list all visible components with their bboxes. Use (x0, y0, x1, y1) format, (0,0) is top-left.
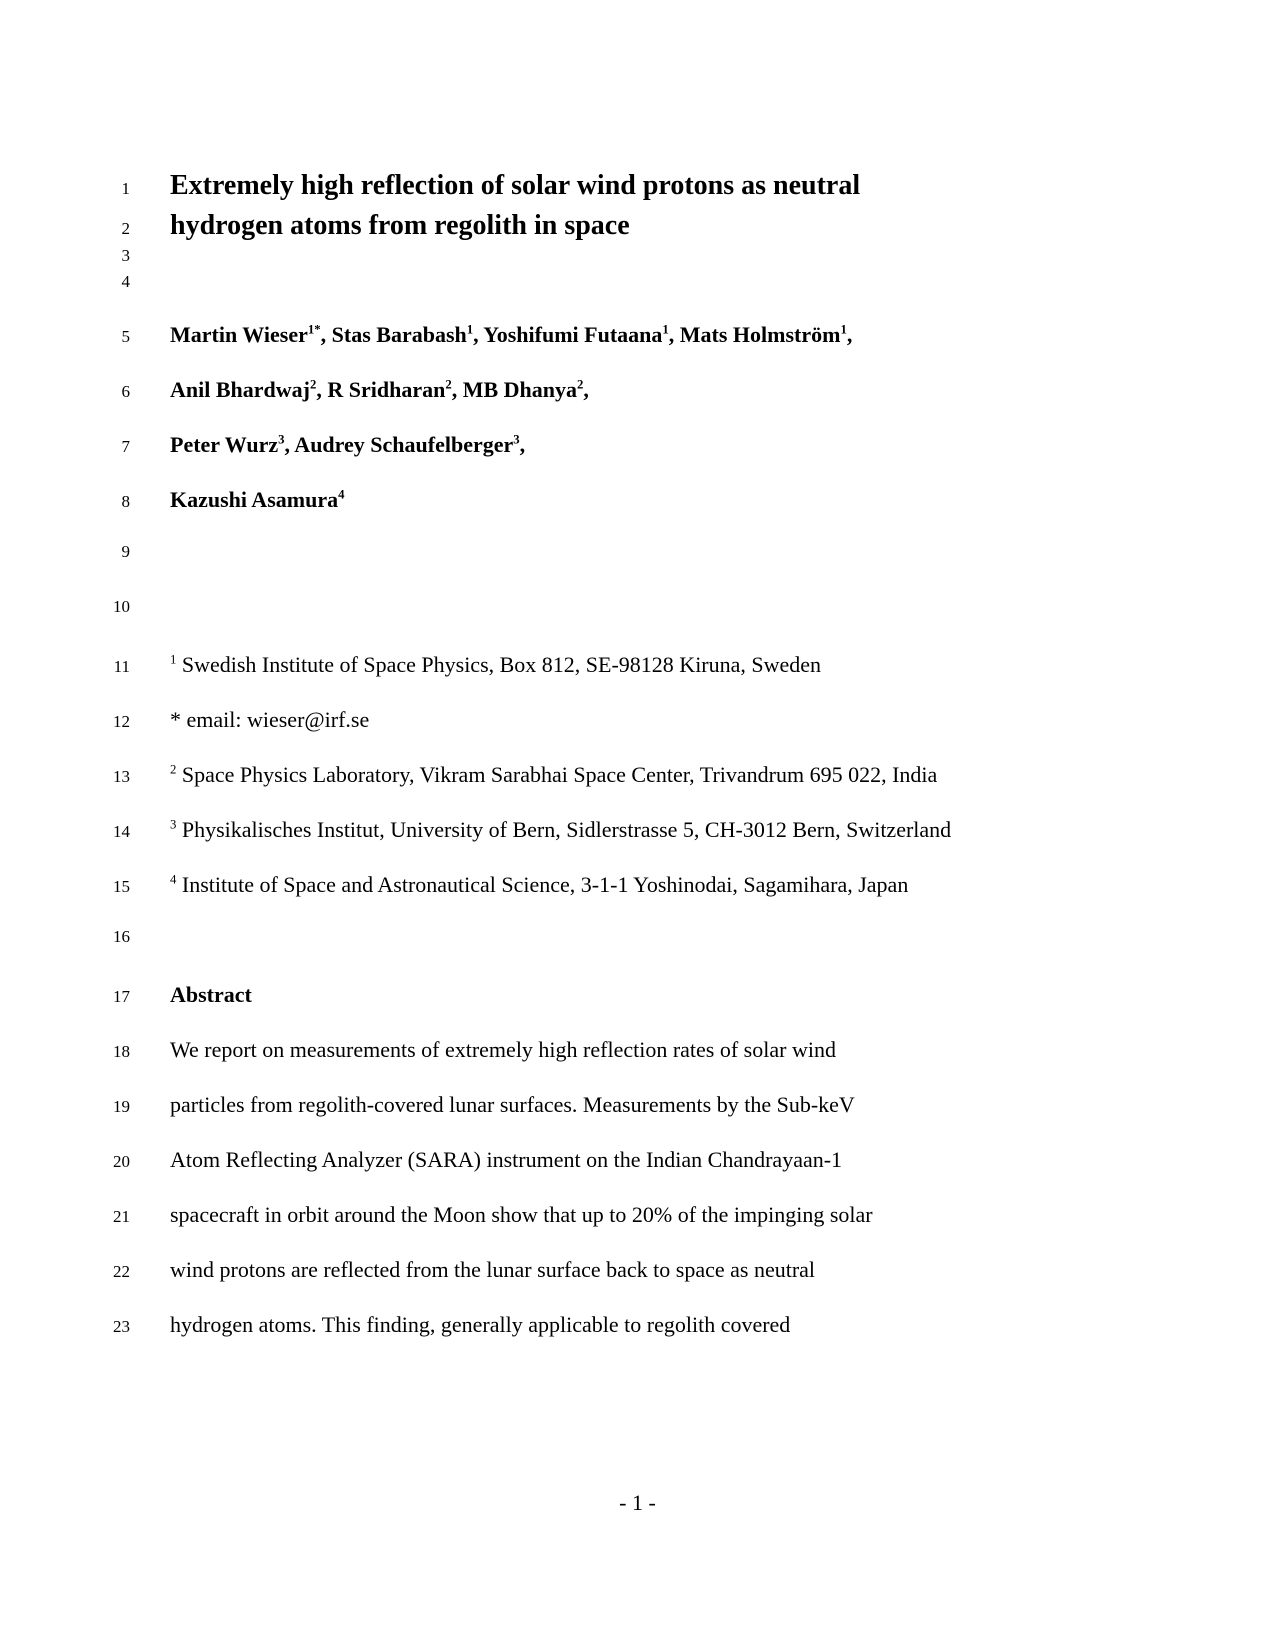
manuscript-line (0, 377, 1275, 432)
line-number: 9 (121, 542, 130, 561)
line-number: 13 (113, 767, 130, 786)
superscript: 2 (577, 377, 584, 392)
line-number: 6 (121, 382, 130, 401)
line-text: $^4$ Institute of Space and Astronautical Science, 3-1-1 Yoshinodai, Sagamihara, Japan (170, 872, 909, 897)
line-number: 23 (113, 1317, 130, 1336)
manuscript-line (0, 272, 1275, 322)
line-number: 1 (121, 179, 130, 198)
superscript: 1 (662, 322, 669, 337)
manuscript-lines (0, 170, 1275, 1367)
line-text: We report on measurements of extremely high reflection rates of solar wind (170, 1037, 836, 1062)
manuscript-line (0, 1312, 1275, 1367)
superscript: 3 (513, 432, 520, 447)
line-text: Kazushi Asamura$^4$ (170, 487, 345, 512)
line-text: $^3$ Physikalisches Institut, University of Bern, Sidlerstrasse 5, CH-3012 Bern, Switzerland (170, 817, 952, 842)
manuscript-line (0, 817, 1275, 872)
manuscript-line (0, 1037, 1275, 1092)
line-number: 20 (113, 1152, 130, 1171)
superscript: 3 (170, 817, 177, 832)
manuscript-line (0, 597, 1275, 652)
line-number: 22 (113, 1262, 130, 1281)
line-text: $^1$ Swedish Institute of Space Physics, Box 812, SE-98128 Kiruna, Sweden (170, 652, 822, 677)
line-number: 14 (113, 822, 130, 841)
line-text: * email: wieser@irf.se (170, 707, 370, 732)
superscript: 1 (840, 322, 847, 337)
superscript: 4 (170, 872, 177, 887)
line-text: wind protons are reflected from the lunar surface back to space as neutral (170, 1257, 816, 1282)
superscript: 2 (170, 762, 177, 777)
manuscript-line (0, 432, 1275, 487)
line-number: 19 (113, 1097, 130, 1116)
superscript: 1 (466, 322, 474, 337)
manuscript-line (0, 487, 1275, 542)
line-number: 18 (113, 1042, 130, 1061)
line-text: Anil Bhardwaj$^2$, R Sridharan$^2$, MB Dhanya$^2$, (170, 377, 589, 402)
line-text: particles from regolith-covered lunar surfaces. Measurements by the Sub-keV (170, 1092, 855, 1117)
superscript: 2 (309, 377, 317, 392)
manuscript-line (0, 1092, 1275, 1147)
line-text: spacecraft in orbit around the Moon show that up to 20% of the impinging solar (170, 1202, 873, 1227)
line-text: Abstract (170, 982, 252, 1007)
line-number: 16 (113, 927, 130, 946)
line-number: 12 (113, 712, 130, 731)
manuscript-line (0, 322, 1275, 377)
line-text: Martin Wieser$^{1*}$, Stas Barabash$^1$, Yoshifumi Futaana$^1$, Mats Holmström$^1$, (170, 322, 853, 347)
line-number: 15 (113, 877, 130, 896)
superscript: 1* (307, 322, 321, 337)
superscript: 3 (278, 432, 285, 447)
manuscript-line (0, 210, 1275, 246)
line-number: 7 (121, 437, 130, 456)
line-text: Peter Wurz$^3$, Audrey Schaufelberger$^3$, (170, 432, 526, 457)
page-number: - 1 - (619, 1490, 656, 1515)
manuscript-line (0, 927, 1275, 982)
line-text: hydrogen atoms. This finding, generally applicable to regolith covered (170, 1312, 791, 1337)
line-number: 21 (113, 1207, 130, 1226)
line-number: 2 (121, 219, 130, 238)
superscript: 4 (338, 487, 345, 502)
line-text: Extremely high reflection of solar wind protons as neutral (170, 170, 861, 201)
line-text: hydrogen atoms from regolith in space (170, 210, 630, 241)
manuscript-line (0, 652, 1275, 707)
line-number: 11 (113, 657, 130, 676)
superscript: 2 (445, 377, 452, 392)
manuscript-line (0, 1147, 1275, 1202)
line-number: 3 (121, 246, 130, 265)
manuscript-line (0, 170, 1275, 210)
manuscript-line (0, 1257, 1275, 1312)
line-number: 10 (113, 597, 130, 616)
line-number: 8 (121, 492, 130, 511)
manuscript-line (0, 246, 1275, 272)
manuscript-line (0, 762, 1275, 817)
superscript: 1 (170, 652, 177, 667)
line-text: Atom Reflecting Analyzer (SARA) instrument on the Indian Chandrayaan-1 (170, 1147, 843, 1172)
manuscript-line (0, 542, 1275, 597)
line-number: 17 (113, 987, 130, 1006)
line-number: 5 (121, 327, 130, 346)
manuscript-line (0, 707, 1275, 762)
manuscript-line (0, 982, 1275, 1037)
line-number: 4 (121, 272, 130, 291)
line-text: $^2$ Space Physics Laboratory, Vikram Sarabhai Space Center, Trivandrum 695 022, India (170, 762, 938, 787)
manuscript-line (0, 1202, 1275, 1257)
manuscript-line (0, 872, 1275, 927)
